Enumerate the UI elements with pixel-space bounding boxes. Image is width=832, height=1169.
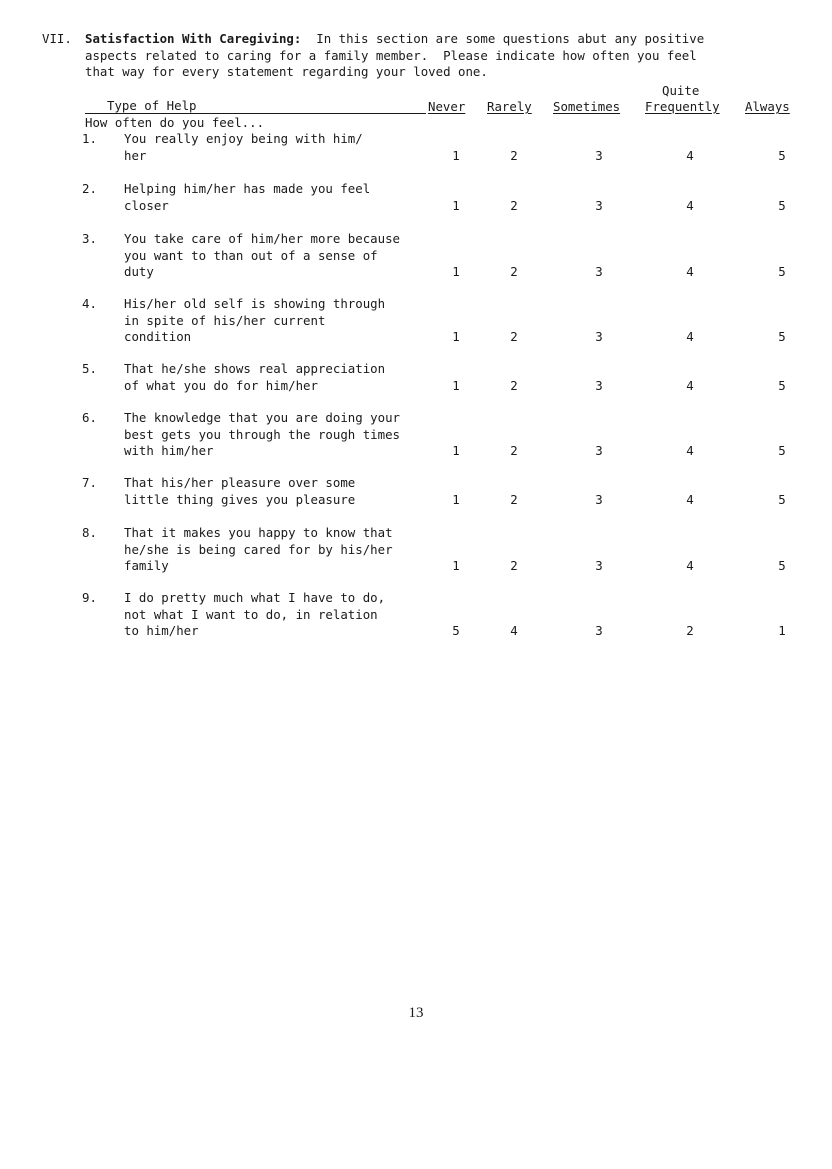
score-never: 1 (452, 377, 460, 393)
score-never: 1 (452, 264, 460, 279)
item-text-line: you want to than out of a sense of (124, 247, 378, 263)
item-text-line: in spite of his/her current (124, 312, 326, 328)
score-always: 5 (778, 197, 786, 213)
item-text-line: I do pretty much what I have to do, (124, 590, 386, 605)
header-rarely: Rarely (487, 99, 532, 114)
score-never: 5 (452, 623, 460, 638)
header-never: Never (428, 99, 466, 114)
score-frequently: 4 (686, 491, 694, 507)
score-sometimes: 3 (595, 377, 603, 393)
score-always: 1 (778, 623, 786, 638)
item-text-line: best gets you through the rough times (124, 426, 401, 442)
score-never: 1 (452, 329, 460, 344)
item-text-line: The knowledge that you are doing your (124, 410, 401, 425)
item-number: 7. (82, 475, 97, 490)
item-text-line: to him/her (124, 623, 199, 638)
item-number: 8. (82, 525, 97, 540)
item-text-line: That it makes you happy to know that (124, 525, 393, 540)
item-text-line: not what I want to do, in relation (124, 606, 378, 622)
item-text-line: Helping him/her has made you feel (124, 181, 371, 196)
score-frequently: 4 (686, 197, 694, 213)
header-always: Always (745, 99, 790, 114)
score-never: 1 (452, 491, 460, 507)
score-frequently: 4 (686, 443, 694, 458)
section-title: Satisfaction With Caregiving: (85, 31, 302, 46)
section-number: VII. (42, 31, 72, 46)
header-frequently: Frequently (645, 99, 720, 114)
score-sometimes: 3 (595, 197, 603, 213)
header-sometimes: Sometimes (553, 99, 621, 114)
score-rarely: 2 (510, 197, 518, 213)
score-never: 1 (452, 147, 460, 163)
header-quite: Quite (662, 83, 700, 98)
score-sometimes: 3 (595, 623, 603, 638)
item-number: 4. (82, 296, 97, 311)
score-always: 5 (778, 264, 786, 279)
item-text-line: he/she is being cared for by his/her (124, 541, 393, 557)
header-type-of-help: Type of Help (85, 99, 426, 114)
item-text-line: of what you do for him/her (124, 377, 318, 393)
score-rarely: 2 (510, 147, 518, 163)
score-never: 1 (452, 443, 460, 458)
score-frequently: 4 (686, 147, 694, 163)
section-intro-line-3: that way for every statement regarding your loved one. (85, 64, 488, 79)
item-text-line: family (124, 558, 169, 573)
score-sometimes: 3 (595, 329, 603, 344)
score-rarely: 2 (510, 264, 518, 279)
item-number: 1. (82, 131, 97, 146)
score-never: 1 (452, 197, 460, 213)
page-number: 13 (408, 1005, 424, 1021)
score-rarely: 2 (510, 491, 518, 507)
score-rarely: 2 (510, 443, 518, 458)
score-frequently: 4 (686, 329, 694, 344)
score-frequently: 4 (686, 558, 694, 573)
item-text-line: closer (124, 197, 169, 213)
score-always: 5 (778, 443, 786, 458)
score-always: 5 (778, 491, 786, 507)
section-intro-line-1 (85, 31, 704, 48)
item-number: 5. (82, 361, 97, 376)
score-always: 5 (778, 329, 786, 344)
score-always: 5 (778, 147, 786, 163)
item-text-line: with him/her (124, 443, 214, 458)
score-sometimes: 3 (595, 147, 603, 163)
score-sometimes: 3 (595, 491, 603, 507)
score-sometimes: 3 (595, 443, 603, 458)
item-text-line: That he/she shows real appreciation (124, 361, 386, 376)
score-frequently: 2 (686, 623, 694, 638)
score-always: 5 (778, 558, 786, 573)
score-frequently: 4 (686, 377, 694, 393)
item-text-line: You take care of him/her more because (124, 231, 401, 246)
score-frequently: 4 (686, 264, 694, 279)
score-rarely: 4 (510, 623, 518, 638)
score-rarely: 2 (510, 558, 518, 573)
item-text-line: little thing gives you pleasure (124, 491, 356, 507)
item-number: 6. (82, 410, 97, 425)
item-text-line: His/her old self is showing through (124, 296, 386, 311)
item-number: 9. (82, 590, 97, 605)
score-rarely: 2 (510, 329, 518, 344)
item-text-line: That his/her pleasure over some (124, 475, 356, 490)
score-sometimes: 3 (595, 264, 603, 279)
section-intro-text: In this section are some questions abut any positive (301, 31, 705, 46)
score-rarely: 2 (510, 377, 518, 393)
score-always: 5 (778, 377, 786, 393)
item-text-line: duty (124, 264, 154, 279)
item-text-line: You really enjoy being with him/ (124, 131, 363, 146)
item-number: 3. (82, 231, 97, 246)
item-number: 2. (82, 181, 97, 196)
score-never: 1 (452, 558, 460, 573)
score-sometimes: 3 (595, 558, 603, 573)
item-text-line: her (124, 147, 147, 163)
item-text-line: condition (124, 329, 192, 344)
section-intro-line-2: aspects related to caring for a family member. Please indicate how often you feel (85, 47, 697, 63)
question-prompt: How often do you feel... (85, 115, 265, 130)
